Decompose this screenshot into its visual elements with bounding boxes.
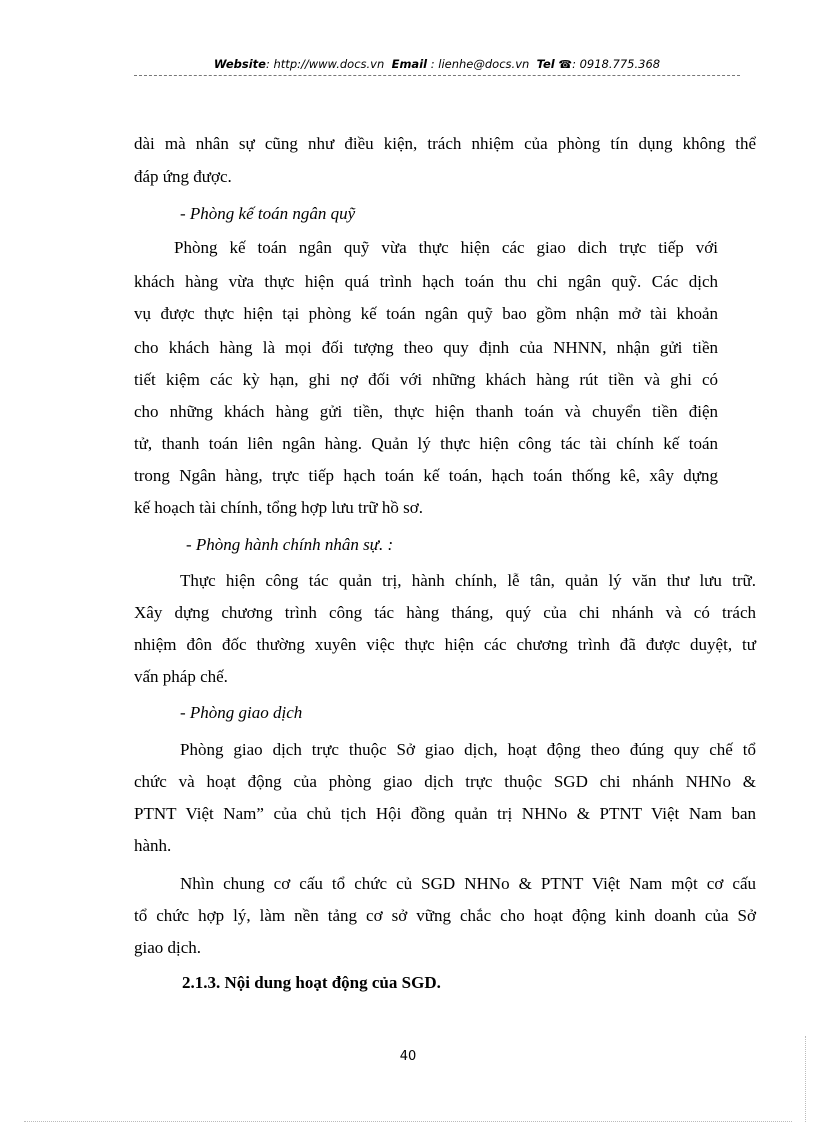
body-line: kế hoạch tài chính, tổng hợp lưu trữ hồ sơ. [134,498,423,517]
body-line: tiết kiệm các kỳ hạn, ghi nợ đối với những khách hàng rút tiền và ghi có [134,370,718,389]
body-line: Xây dựng chương trình công tác hàng tháng, quý của chi nhánh và có trách [134,603,756,622]
body-line: cho những khách hàng gửi tiền, thực hiện thanh toán và chuyển tiền điện [134,402,718,421]
email-value: : lienhe@docs.vn [430,57,530,71]
body-line: giao dịch. [134,938,202,957]
body-line: đáp ứng được. [134,167,232,186]
page-header [134,57,740,71]
section-heading-hr: - Phòng hành chính nhân sự. : [186,535,394,554]
website-value: : http://www.docs.vn [265,57,385,71]
phone-icon: ☎ [558,58,573,71]
body-line: Nhìn chung cơ cấu tổ chức củ SGD NHNo & PTNT Việt Nam một cơ cấu [180,874,756,893]
body-line: hành. [134,836,172,855]
body-line: Phòng kế toán ngân quỹ vừa thực hiện các giao dich trực tiếp với [174,238,718,257]
page-side-border [805,1036,806,1122]
website-label: Website [213,57,266,71]
section-heading-transaction: - Phòng giao dịch [180,703,303,722]
subsection-heading: 2.1.3. Nội dung hoạt động của SGD. [182,973,441,992]
page-bottom-border [24,1121,792,1122]
tel-value: : 0918.775.368 [572,57,661,71]
body-line: tử, thanh toán liên ngân hàng. Quản lý thực hiện công tác tài chính kế toán [134,434,718,453]
body-line: Phòng giao dịch trực thuộc Sở giao dịch, hoạt động theo đúng quy chế tổ [180,740,756,759]
email-label: Email [391,57,428,71]
header-divider [134,75,740,76]
body-line: Thực hiện công tác quản trị, hành chính, lễ tân, quản lý văn thư lưu trữ. [180,571,756,590]
page-number: 40 [399,1049,417,1064]
section-heading-accounting: - Phòng kế toán ngân quỹ [180,204,356,223]
body-line: chức và hoạt động của phòng giao dịch trực thuộc SGD chi nhánh NHNo & [134,772,756,791]
body-line: khách hàng vừa thực hiện quá trình hạch toán thu chi ngân quỹ. Các dịch [134,272,718,291]
body-line: dài mà nhân sự cũng như điều kiện, trách nhiệm của phòng tín dụng không thể [134,134,756,153]
body-line: vụ được thực hiện tại phòng kế toán ngân quỹ bao gồm nhận mở tài khoản [134,304,718,323]
body-line: trong Ngân hàng, trực tiếp hạch toán kế toán, hạch toán thống kê, xây dựng [134,466,718,485]
body-line: PTNT Việt Nam” của chủ tịch Hội đồng quản trị NHNo & PTNT Việt Nam ban [134,804,756,823]
tel-label: Tel [536,57,555,71]
body-line: nhiệm đôn đốc thường xuyên việc thực hiện các chương trình đã được duyệt, tư [134,635,756,654]
body-line: cho khách hàng là mọi đối tượng theo quy định của NHNN, nhận gửi tiền [134,338,718,357]
body-line: vấn pháp chế. [134,667,228,686]
body-line: tổ chức hợp lý, làm nền tảng cơ sở vững chắc cho hoạt động kinh doanh của Sở [134,906,756,925]
